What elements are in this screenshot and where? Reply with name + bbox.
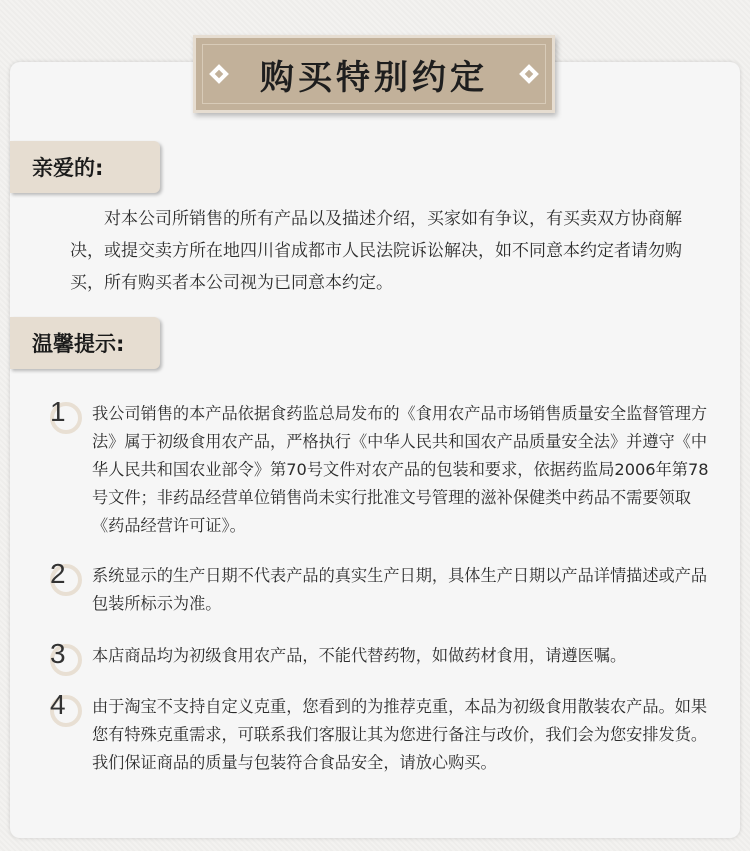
tip-number-badge [46, 558, 82, 598]
tips-tag: 温馨提示: [10, 317, 160, 369]
tip-number: 3 [50, 638, 66, 669]
greeting-tag: 亲爱的: [10, 141, 160, 193]
tip-text: 由于淘宝不支持自定义克重，您看到的为推荐克重，本品为初级食用散装农产品。如果您有特殊克重需求，可联系我们客服让其为您进行备注与改价，我们会为您安排发货。我们保证商品的质量与包装符合食品安全，请放心购买。 [92, 697, 708, 772]
title-banner [193, 35, 555, 113]
tip-text: 我公司销售的本产品依据食药监总局发布的《食用农产品市场销售质量安全监督管理方法》属于初级食用农产品，严格执行《中华人民共和国农产品质量安全法》并遵守《中华人民共和国农业部令》第70号文件对农产品的包装和要求，依据药监局2006年第78号文件；非药品经营单位销售尚未实行批准文号管理的滋补保健类中药品不需要领取《药品经营许可证》。 [92, 404, 709, 535]
tip-number: 2 [50, 558, 66, 589]
tip-text: 本店商品均为初级食用农产品，不能代替药物，如做药材食用，请遵医嘱。 [92, 646, 627, 665]
tip-number-badge [46, 638, 82, 678]
tip-number-badge [46, 689, 82, 729]
tip-number: 1 [50, 396, 66, 427]
greeting-paragraph: 对本公司所销售的所有产品以及描述介绍，买家如有争议，有买卖双方协商解决，或提交卖方所在地四川省成都市人民法院诉讼解决，如不同意本约定者请勿购买，所有购买者本公司视为已同意本约定。 [70, 209, 682, 293]
page-title: 购买特别约定 [260, 57, 488, 98]
tip-text: 系统显示的生产日期不代表产品的真实生产日期，具体生产日期以产品详情描述或产品包装所标示为准。 [92, 566, 708, 613]
tip-number-badge [46, 396, 82, 436]
tip-number: 4 [50, 689, 66, 720]
